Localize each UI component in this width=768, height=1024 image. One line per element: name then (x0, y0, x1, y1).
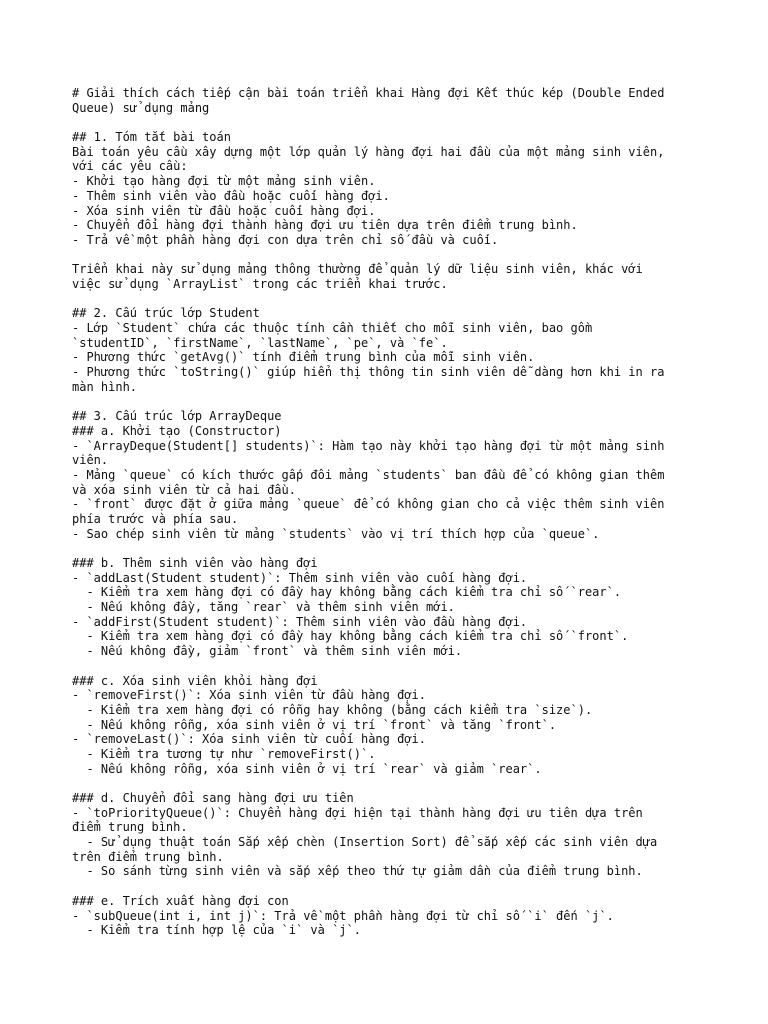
title-line: # Giải thích cách tiếp cận bài toán triển khai Hàng đợi Kết thúc kép (Double Ended (72, 86, 665, 100)
list-item: - `ArrayDeque(Student[] students)`: Hàm tạo này khởi tạo hàng đợi từ một mảng sinh (72, 438, 665, 453)
list-item: điểm trung bình. (72, 820, 188, 835)
subsection-heading: ### e. Trích xuất hàng đợi con (72, 893, 289, 908)
list-item: `studentID`, `firstName`, `lastName`, `pe`, và `fe`. (72, 335, 448, 350)
list-item: - Kiểm tra tính hợp lệ của `i` và `j`. (72, 923, 361, 938)
list-item: - `front` được đặt ở giữa mảng `queue` để có không gian cho cả việc thêm sinh viên (72, 497, 665, 512)
list-item: - Nếu không đầy, giảm `front` và thêm sinh viên mới. (72, 644, 463, 659)
section-heading: ## 3. Cấu trúc lớp ArrayDeque (72, 409, 282, 424)
list-item: - Nếu không đầy, tăng `rear` và thêm sinh viên mới. (72, 600, 455, 615)
section-summary (72, 130, 712, 292)
subsection-heading: ### d. Chuyển đổi sang hàng đợi ưu tiên (72, 791, 354, 805)
list-item: - `addFirst(Student student)`: Thêm sinh viên vào đầu hàng đợi. (72, 614, 528, 629)
list-item: - Kiểm tra xem hàng đợi có đầy hay không bằng cách kiểm tra chỉ số `rear`. (72, 585, 622, 600)
subsection-heading: ### a. Khởi tạo (Constructor) (72, 423, 282, 438)
subsection-heading: ### c. Xóa sinh viên khỏi hàng đợi (72, 673, 318, 688)
list-item: - `toPriorityQueue()`: Chuyển hàng đợi hiện tại thành hàng đợi ưu tiên dựa trên (72, 805, 643, 820)
document-page (72, 86, 712, 938)
list-item: - Nếu không rỗng, xóa sinh viên ở vị trí `rear` và giảm `rear`. (72, 761, 542, 776)
list-item: và xóa sinh viên từ cả hai đầu. (72, 482, 296, 497)
list-item: - Thêm sinh viên vào đầu hoặc cuối hàng đợi. (72, 188, 390, 203)
document-title (72, 86, 712, 115)
text-line: Triển khai này sử dụng mảng thông thường để quản lý dữ liệu sinh viên, khác với (72, 262, 643, 277)
subsection-add (72, 556, 712, 659)
list-item: viên. (72, 453, 109, 468)
section-student-class (72, 306, 712, 394)
title-line: Queue) sử dụng mảng (72, 100, 210, 115)
list-item: - Sử dụng thuật toán Sắp xếp chèn (Insertion Sort) để sắp xếp các sinh viên dựa (72, 835, 658, 850)
list-item: - Kiểm tra xem hàng đợi có đầy hay không bằng cách kiểm tra chỉ số `front`. (72, 629, 629, 644)
text-line: Bài toán yêu cầu xây dựng một lớp quản lý hàng đợi hai đầu của một mảng sinh viên, (72, 144, 665, 159)
list-item: - Chuyển đổi hàng đợi thành hàng đợi ưu tiên dựa trên điểm trung bình. (72, 218, 578, 233)
list-item: - Phương thức `getAvg()` tính điểm trung bình của mỗi sinh viên. (72, 350, 535, 365)
list-item: trên điểm trung bình. (72, 849, 224, 864)
list-item: - Kiểm tra xem hàng đợi có rỗng hay không (bằng cách kiểm tra `size`). (72, 702, 593, 717)
subsection-remove (72, 674, 712, 777)
list-item: - Xóa sinh viên từ đầu hoặc cuối hàng đợi. (72, 203, 376, 218)
subsection-priority-queue (72, 791, 712, 879)
list-item: - `addLast(Student student)`: Thêm sinh viên vào cuối hàng đợi. (72, 570, 528, 585)
section-arraydeque-class (72, 409, 712, 938)
section-heading: ## 2. Cấu trúc lớp Student (72, 306, 260, 321)
text-line: với các yêu cầu: (72, 159, 188, 174)
list-item: - So sánh từng sinh viên và sắp xếp theo thứ tự giảm dần của điểm trung bình. (72, 864, 643, 879)
list-item: - Mảng `queue` có kích thước gấp đôi mảng `students` ban đầu để có không gian thêm (72, 467, 665, 482)
list-item: - Khởi tạo hàng đợi từ một mảng sinh viên. (72, 174, 376, 189)
list-item: - `subQueue(int i, int j)`: Trả về một phần hàng đợi từ chỉ số `i` đến `j`. (72, 908, 614, 923)
list-item: - `removeFirst()`: Xóa sinh viên từ đầu hàng đợi. (72, 688, 427, 703)
subsection-subqueue (72, 894, 712, 938)
list-item: - Sao chép sinh viên từ mảng `students` vào vị trí thích hợp của `queue`. (72, 526, 600, 541)
list-item: màn hình. (72, 379, 138, 394)
list-item: - Nếu không rỗng, xóa sinh viên ở vị trí `front` và tăng `front`. (72, 717, 557, 732)
list-item: - `removeLast()`: Xóa sinh viên từ cuối hàng đợi. (72, 732, 427, 747)
list-item: - Kiểm tra tương tự như `removeFirst()`. (72, 746, 376, 761)
subsection-constructor (72, 424, 712, 542)
subsection-heading: ### b. Thêm sinh viên vào hàng đợi (72, 556, 318, 570)
list-item: - Phương thức `toString()` giúp hiển thị thông tin sinh viên dễ dàng hơn khi in ra (72, 365, 665, 380)
list-item: - Lớp `Student` chứa các thuộc tính cần thiết cho mỗi sinh viên, bao gồm (72, 321, 593, 335)
section-heading: ## 1. Tóm tắt bài toán (72, 130, 231, 145)
list-item: - Trả về một phần hàng đợi con dựa trên chỉ số đầu và cuối. (72, 232, 499, 247)
list-item: phía trước và phía sau. (72, 511, 239, 526)
text-line: việc sử dụng `ArrayList` trong các triển khai trước. (72, 276, 448, 291)
